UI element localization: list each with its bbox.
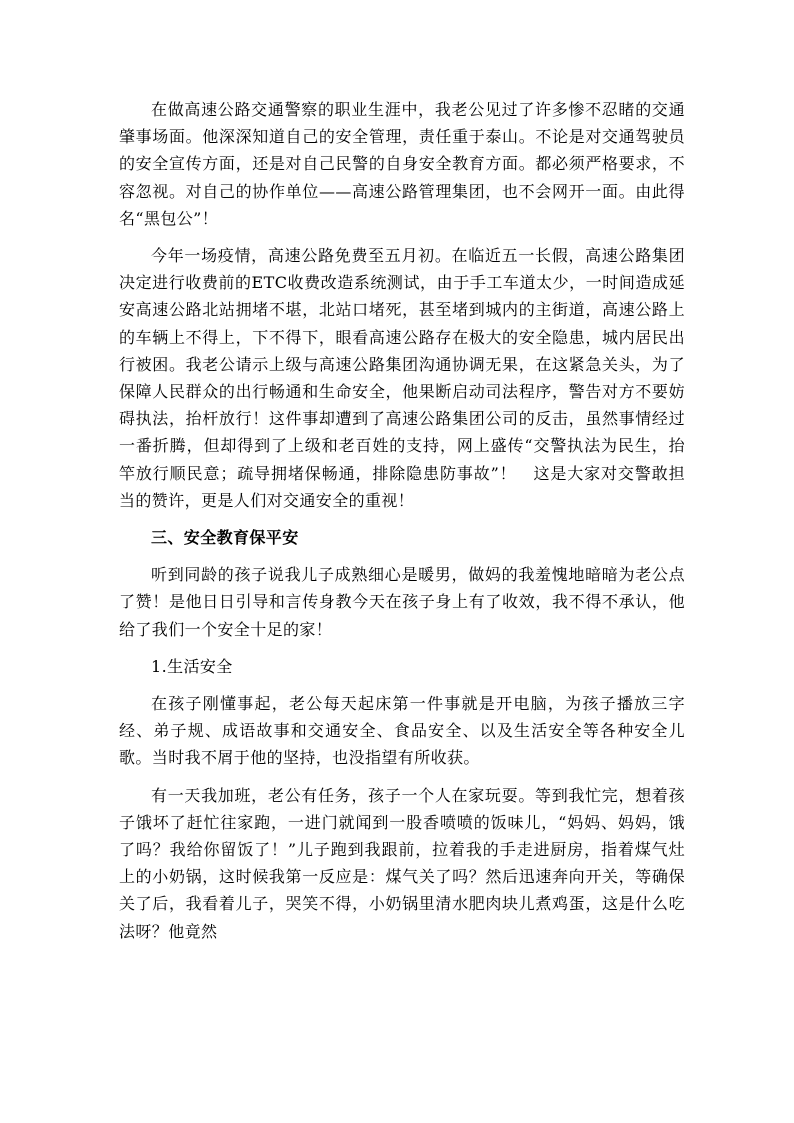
paragraph-epidemic-highway: 今年一场疫情，高速公路免费至五月初。在临近五一长假，高速公路集团决定进行收费前的ETC收费改造系统测试，由于手工车道太少，一时间造成延安高速公路北站拥堵不堪，北站口堵死，甚至堵到城内的主街道，高速公路上的车辆上不得上，下不得下，眼看高速公路存在极大的安全隐患，城内居民出行被困。我老公请示上级与高速公路集团沟通协调无果，在这紧急关头，为了保障人民群众的出行畅通和生命安全，他果断启动司法程序，警告对方不要妨碍执法，抬杆放行！这件事却遭到了高速公路集团公司的反击，虽然事情经过一番折腾，但却得到了上级和老百姓的支持，网上盛传“交警执法为民生，抬竿放行顺民意；疏导拥堵保畅通，排除隐患防事故”！ 这是大家对交警敢担当的赞许，更是人们对交通安全的重视！ [119,246,685,510]
paragraph-section-intro: 听到同龄的孩子说我儿子成熟细心是暖男，做妈的我羞愧地暗暗为老公点了赞！是他日日引导和言传身教今天在孩子身上有了收效，我不得不承认，他给了我们一个安全十足的家！ [119,565,685,639]
document-body [119,96,685,955]
paragraph-traffic-police-career: 在做高速公路交通警察的职业生涯中，我老公见过了许多惨不忍睹的交通肇事场面。他深深知道自己的安全管理，责任重于泰山。不论是对交通驾驶员的安全宣传方面，还是对自己民警的自身安全教育方面。都必须严格要求，不容忽视。对自己的协作单位——高速公路管理集团，也不会网开一面。由此得名“黑包公”！ [119,100,685,228]
subheading-life-safety: 1.生活安全 [151,656,233,676]
paragraph-safety-songs: 在孩子刚懂事起，老公每天起床第一件事就是开电脑，为孩子播放三字经、弟子规、成语故事和交通安全、食品安全、以及生活安全等各种安全儿歌。当时我不屑于他的坚持，也没指望有所收获。 [119,694,685,768]
section-heading: 三、安全教育保平安 [151,528,299,548]
paragraph-son-cooking: 有一天我加班，老公有任务，孩子一个人在家玩耍。等到我忙完，想着孩子饿坏了赶忙往家跑，一进门就闻到一股香喷喷的饭味儿，“妈妈、妈妈，饿了吗？我给你留饭了！”儿子跑到我跟前，拉着我的手走进厨房，指着煤气灶上的小奶锅，这时候我第一反应是：煤气关了吗？然后迅速奔向开关，等确保关了后，我看着儿子，哭笑不得，小奶锅里清水肥肉块儿煮鸡蛋，这是什么吃法呀？他竟然 [119,785,685,941]
